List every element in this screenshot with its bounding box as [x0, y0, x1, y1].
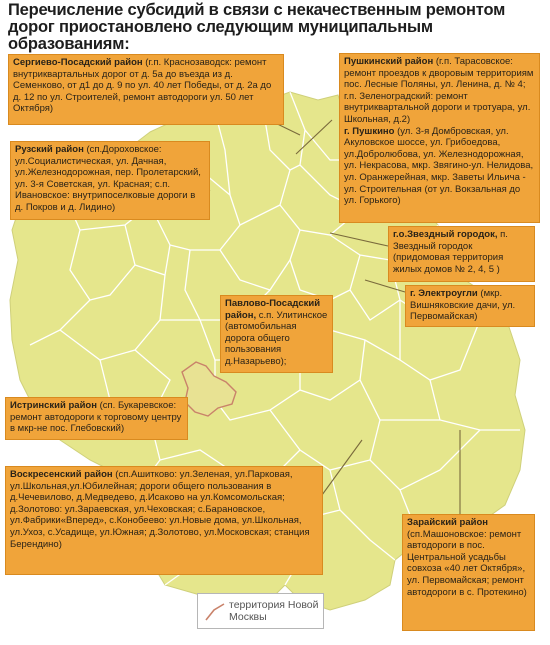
new-moscow-line-icon	[204, 602, 226, 622]
district-details: (сп.Ашитково: ул.Зеленая, ул.Парковая, ул.Школьная,ул.Юбилейная; дороги общего пользования в д.Чечевилово, д.Медведево, д.Исаково на ул.Комсомольская; д.Золотово: ул.Зараевская, ул.Чеховская; с.Барановское, ул.Фабрики«Вперед», с.Конобеево: ул.Новые дома, ул.Школьная, ул.Ухоз, с.Усадище, ул.Южная; д.Золотово, ул.Московская; станция Берендино)	[10, 469, 310, 550]
district-name: Рузский район	[15, 144, 84, 155]
district-details: (г.п. Тарасовское: ремонт проездов к дворовым территориям пос. Лесные Поляны, ул. Ленина, д. № 4; г.п. Зеленоградский: ремонт внутриквартальной дороги и тротуара, ул. Школьная, д.2)	[344, 56, 534, 125]
district-name: г.о.Звездный городок,	[393, 229, 498, 240]
district-details: (мкр. Вишняковские дачи, ул. Первомайская)	[410, 288, 516, 323]
district-details: с.п. Улитинское (автомобильная дорога общего пользования д.Назарьево);	[225, 309, 328, 367]
legend-label: территория Новой Москвы	[229, 599, 319, 623]
district-name: Зарайский район	[407, 517, 488, 528]
elektrougli-callout	[405, 285, 535, 327]
sergiev-posad-callout	[8, 54, 284, 125]
ruza-callout	[10, 141, 210, 220]
district-name: Истринский район	[10, 400, 97, 411]
district-details: (сп. Букаревское: ремонт автодороги к торговому центру в мкр-не пос. Глебовский)	[10, 400, 182, 435]
district-name: Павлово-Посадский район,	[225, 298, 321, 321]
page-title: Перечисление субсидий в связи с некачественным ремонтом дорог приостановлено следующим муниципальным образованиям:	[8, 1, 506, 53]
city-details: (ул. 3-я Домбровская, ул. Акуловское шоссе, ул. Грибоедова, ул.Добролюбова, ул. Железнодорожная, ул. Некрасова, мкр. Звягино-ул. Нелидова, ул. Оранжерейная, мкр. Заветы Ильича - ул. Строительная (от ул. Вокзальная до ул. Горького)	[344, 125, 534, 207]
pavlovo-posad-callout	[220, 295, 333, 373]
pushkinsky-callout	[339, 53, 540, 223]
district-name: Пушкинский район	[344, 56, 434, 67]
district-name: Сергиево-Посадский район	[13, 57, 143, 68]
district-details: (сп.Дороховское: ул.Социалистическая, ул. Дачная, ул.Железнодорожная, пер. Пролетарский, ул. 3-я Советская, ул. Красная; с.п. Ивановское: внутрипоселковые дороги в д. Покров и д. Лидино)	[15, 144, 201, 213]
district-details: п. Звездный городок (придомовая территория жилых домов № 2, 4, 5 )	[393, 229, 508, 275]
istra-callout	[5, 397, 188, 440]
zaraysk-callout	[402, 514, 535, 631]
district-name: Воскресенский район	[10, 469, 113, 480]
district-details: (сп.Машоновское: ремонт автодороги в пос. Центральной усадьбы совхоза «40 лет Октября», ул. Первомайская; ремонт автодороги в с. Протекино)	[407, 528, 527, 598]
map-legend	[197, 593, 324, 629]
district-details: (г.п. Краснозаводск: ремонт внутриквартальных дорог от д. 5а до въезда из д. Семенково, от д1 до д. 9 по ул. 40 лет Победы, от д. 2а до д. 12 по ул. Строителей, ремонт автодороги ул. 50 лет Октября)	[13, 57, 272, 115]
voskresensk-callout	[5, 466, 323, 575]
district-name: г. Электроугли	[410, 288, 478, 299]
zvezdny-callout	[388, 226, 535, 282]
city-name: г. Пушкино	[344, 125, 395, 137]
